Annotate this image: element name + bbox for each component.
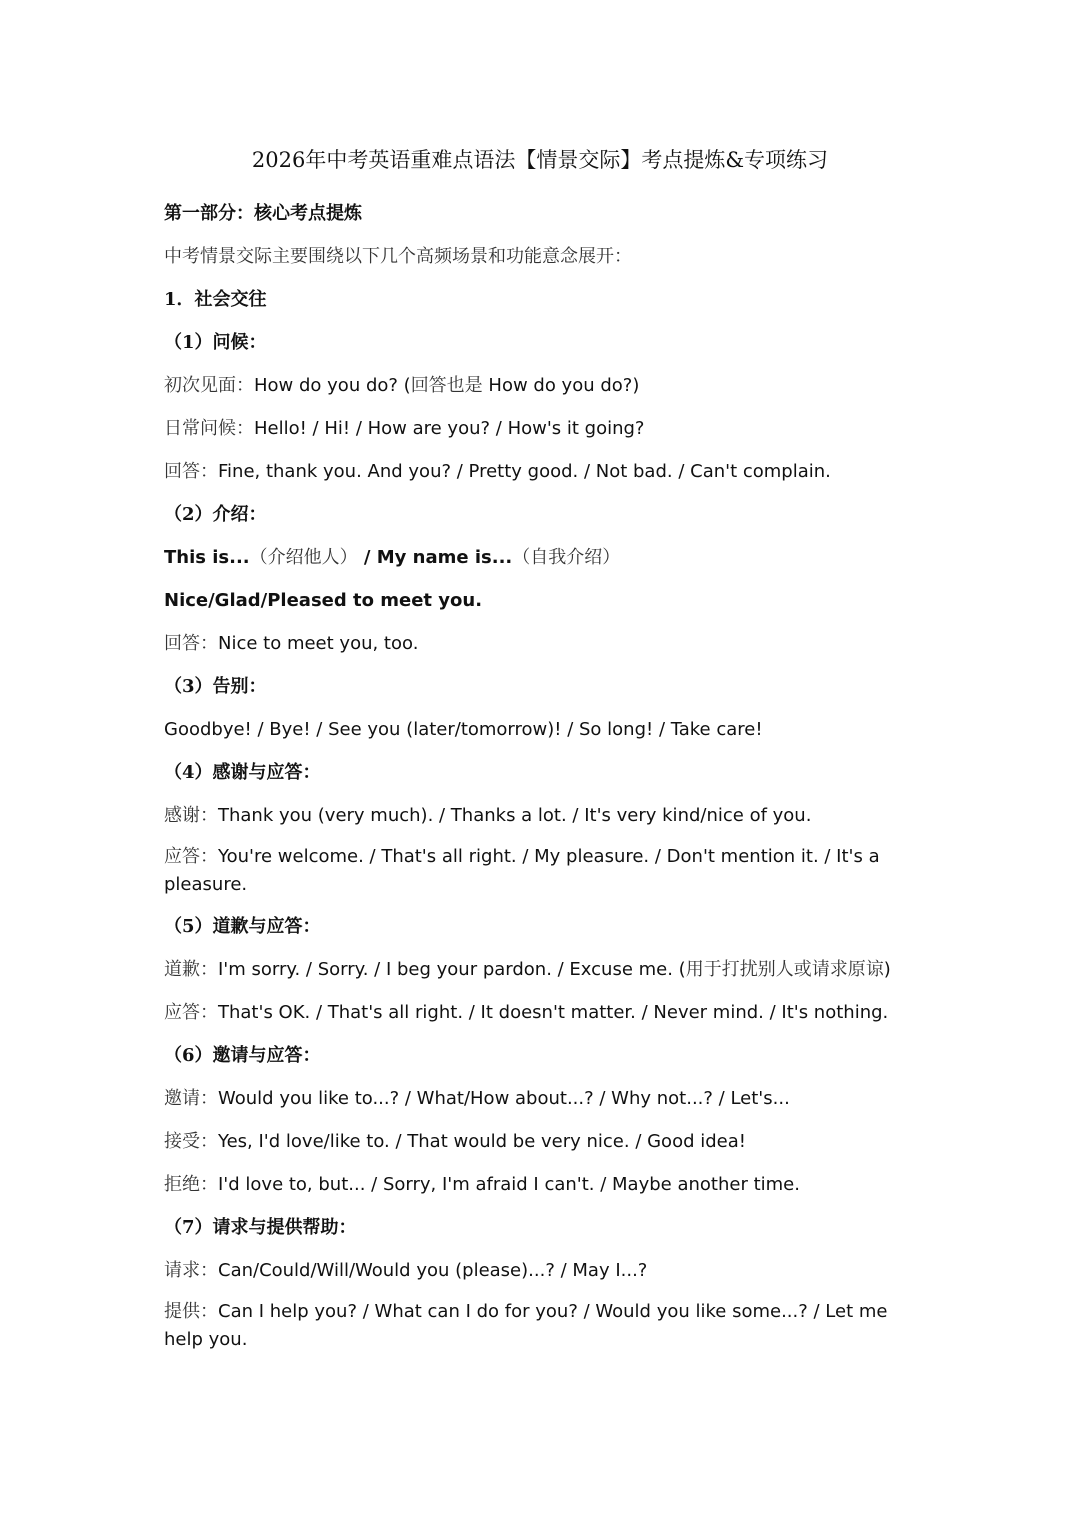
apology-end: )	[883, 959, 891, 980]
thanks-thank-text: Thank you (very much). / Thanks a lot. / It's very kind/nice of you.	[218, 805, 812, 826]
thanks-reply-text: You're welcome. / That's all right. / My pleasure. / Don't mention it. / It's a pleasure.	[164, 846, 880, 895]
invitation-refuse-label: 拒绝：	[164, 1174, 218, 1195]
help-offer-text: Can I help you? / What can I do for you? / Would you like some...? / Let me help you.	[164, 1301, 888, 1350]
thanks-thank	[164, 800, 924, 831]
farewell-heading: （3）告别：	[164, 676, 267, 697]
thanks-heading: （4）感谢与应答：	[164, 762, 321, 783]
greeting-heading: （1）问候：	[164, 332, 267, 353]
document-content	[164, 198, 924, 1366]
thanks-thank-label: 感谢：	[164, 805, 218, 826]
apology-reply	[164, 997, 924, 1028]
apology-reply-label: 应答：	[164, 1002, 218, 1023]
invitation-refuse-text: I'd love to, but... / Sorry, I'm afraid I can't. / Maybe another time.	[218, 1174, 800, 1195]
section1-heading: 1．社会交往	[164, 289, 267, 310]
apology-reply-text: That's OK. / That's all right. / It doesn't matter. / Never mind. / It's nothing.	[218, 1002, 889, 1023]
invitation-accept	[164, 1126, 924, 1157]
apology-apology	[164, 954, 924, 985]
greeting-first-label: 初次见面：	[164, 375, 254, 396]
greeting-first-note: 回答也是	[410, 375, 483, 396]
intro-heading: （2）介绍：	[164, 504, 267, 525]
greeting-daily	[164, 413, 924, 444]
greeting-first-meeting	[164, 370, 924, 401]
help-offer	[164, 1298, 924, 1354]
thanks-reply	[164, 843, 924, 899]
thanks-reply-label: 应答：	[164, 846, 218, 867]
help-request	[164, 1255, 924, 1286]
intro-reply	[164, 628, 924, 659]
document-title: 2026年中考英语重难点语法【情景交际】考点提炼&专项练习	[251, 148, 829, 172]
invitation-accept-label: 接受：	[164, 1131, 218, 1152]
intro-note-self: （自我介绍）	[512, 547, 621, 568]
help-request-label: 请求：	[164, 1260, 218, 1281]
invitation-refuse	[164, 1169, 924, 1200]
invitation-heading: （6）邀请与应答：	[164, 1045, 321, 1066]
intro-line1	[164, 542, 924, 573]
greeting-daily-label: 日常问候：	[164, 418, 254, 439]
help-heading: （7）请求与提供帮助：	[164, 1217, 357, 1238]
greeting-reply-text: Fine, thank you. And you? / Pretty good. / Not bad. / Can't complain.	[218, 461, 831, 482]
invitation-accept-text: Yes, I'd love/like to. / That would be very nice. / Good idea!	[218, 1131, 746, 1152]
greeting-first-text: How do you do? (	[254, 375, 411, 396]
greeting-daily-text: Hello! / Hi! / How are you? / How's it going?	[254, 418, 645, 439]
apology-note: 用于打扰别人或请求原谅	[685, 959, 884, 980]
invitation-invite-label: 邀请：	[164, 1088, 218, 1109]
greeting-reply-label: 回答：	[164, 461, 218, 482]
invitation-invite-text: Would you like to...? / What/How about...? / Why not...? / Let's...	[218, 1088, 790, 1109]
part1-heading: 第一部分：核心考点提炼	[164, 203, 362, 224]
apology-label: 道歉：	[164, 959, 218, 980]
intro-reply-text: Nice to meet you, too.	[218, 633, 419, 654]
apology-text: I'm sorry. / Sorry. / I beg your pardon. / Excuse me. (	[218, 959, 686, 980]
farewell-text: Goodbye! / Bye! / See you (later/tomorrow)! / So long! / Take care!	[164, 719, 763, 740]
intro-my-name: / My name is...	[357, 547, 513, 568]
intro-reply-label: 回答：	[164, 633, 218, 654]
part1-intro: 中考情景交际主要围绕以下几个高频场景和功能意念展开：	[164, 246, 632, 267]
help-request-text: Can/Could/Will/Would you (please)...? / May I...?	[218, 1260, 648, 1281]
help-offer-label: 提供：	[164, 1301, 218, 1322]
intro-this-is: This is...	[164, 547, 250, 568]
intro-note-others: （介绍他人）	[249, 547, 358, 568]
greeting-first-text2: How do you do?)	[482, 375, 640, 396]
greeting-reply	[164, 456, 924, 487]
intro-line2: Nice/Glad/Pleased to meet you.	[164, 590, 483, 611]
apology-heading: （5）道歉与应答：	[164, 916, 321, 937]
invitation-invite	[164, 1083, 924, 1114]
